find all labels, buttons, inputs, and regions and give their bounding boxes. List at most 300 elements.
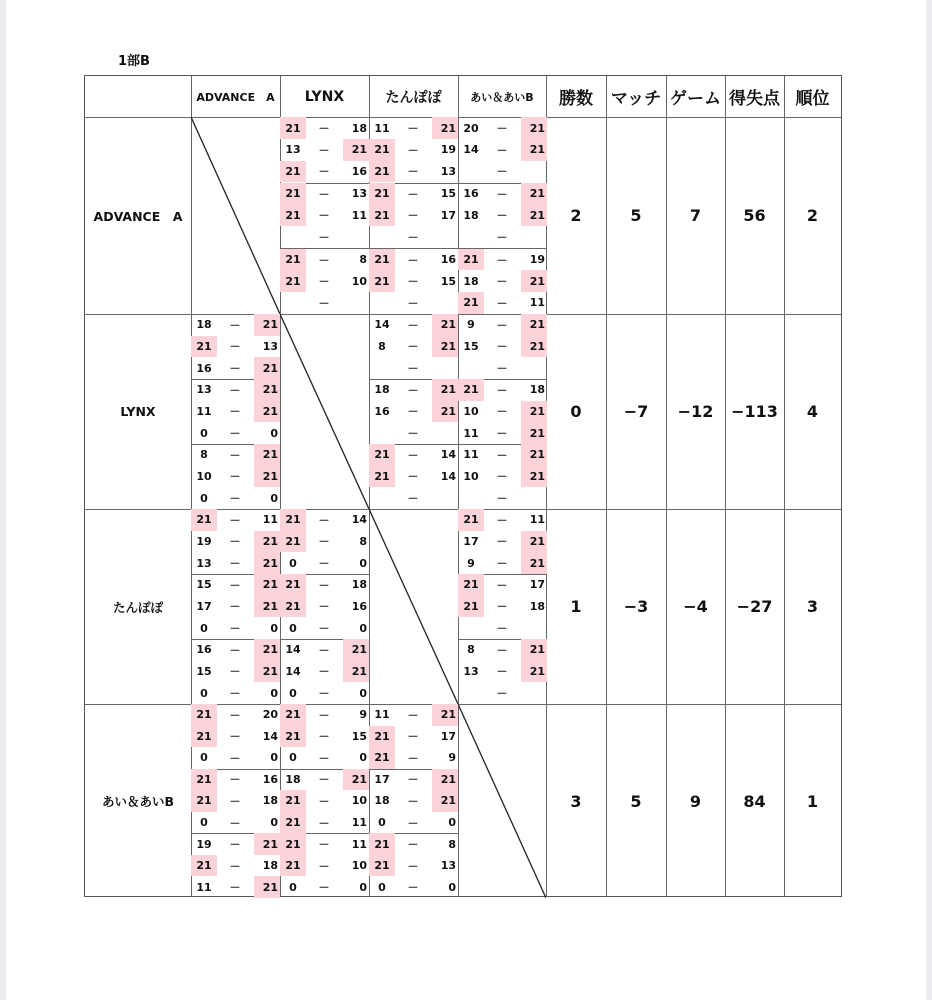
score-own — [369, 487, 395, 509]
game-score — [191, 704, 280, 726]
score-own: 19 — [196, 837, 212, 851]
score-dash: － — [318, 730, 330, 744]
score-opponent: 18 — [529, 383, 545, 397]
score-opponent: 21 — [521, 314, 547, 336]
score-dash: － — [318, 881, 330, 895]
score-opponent: 21 — [521, 401, 547, 423]
score-dash: － — [496, 492, 508, 506]
score-opponent: 21 — [432, 704, 458, 726]
score-opponent: 17 — [529, 578, 545, 592]
game-score — [369, 855, 458, 877]
score-own: 15 — [196, 578, 212, 592]
score-own: 21 — [280, 833, 306, 855]
game-score — [191, 639, 280, 661]
row-header-team: ADVANCE A — [93, 208, 183, 224]
score-own: 11 — [463, 426, 479, 440]
score-dash: － — [229, 751, 241, 765]
score-dash: － — [229, 816, 241, 830]
game-score — [191, 876, 280, 898]
score-dash: － — [496, 687, 508, 701]
score-opponent: 21 — [521, 661, 547, 683]
score-dash: － — [496, 209, 508, 223]
score-opponent — [432, 226, 458, 248]
score-own: 13 — [285, 143, 301, 157]
score-dash: － — [496, 318, 508, 332]
col-header-team-2: LYNX — [304, 88, 345, 105]
score-opponent: 0 — [270, 491, 278, 505]
game-score — [369, 205, 458, 227]
score-own: 10 — [196, 469, 212, 483]
score-dash: － — [318, 643, 330, 657]
game-score — [369, 466, 458, 488]
score-own: 21 — [280, 117, 306, 139]
score-dash: － — [407, 383, 419, 397]
score-dash: － — [407, 838, 419, 852]
match-cell — [191, 314, 280, 509]
score-dash: － — [318, 838, 330, 852]
score-own: 10 — [463, 404, 479, 418]
game-score — [191, 769, 280, 791]
score-own: 11 — [374, 121, 390, 135]
score-opponent: 18 — [529, 599, 545, 613]
score-own: 0 — [289, 621, 297, 635]
score-opponent — [432, 292, 458, 314]
game-score — [191, 812, 280, 834]
score-own: 8 — [200, 448, 208, 462]
score-opponent: 21 — [254, 574, 280, 596]
score-opponent: 21 — [432, 790, 458, 812]
score-own: 21 — [369, 139, 395, 161]
match-cell — [458, 314, 547, 509]
score-dash: － — [407, 794, 419, 808]
score-own — [369, 422, 395, 444]
score-dash: － — [229, 708, 241, 722]
score-opponent: 18 — [351, 578, 367, 592]
score-opponent: 21 — [343, 661, 369, 683]
game-score — [458, 444, 547, 466]
score-opponent: 21 — [432, 379, 458, 401]
score-opponent: 21 — [521, 422, 547, 444]
score-dash: － — [229, 665, 241, 679]
game-score — [280, 509, 369, 531]
score-dash: － — [407, 730, 419, 744]
score-dash: － — [496, 231, 508, 245]
score-own: 16 — [463, 187, 479, 201]
score-own — [458, 357, 484, 379]
score-own — [369, 292, 395, 314]
score-opponent: 21 — [521, 552, 547, 574]
score-dash: － — [318, 275, 330, 289]
game-score — [369, 183, 458, 205]
score-opponent: 21 — [521, 466, 547, 488]
score-opponent: 13 — [440, 859, 456, 873]
game-score — [280, 617, 369, 639]
game-score — [191, 509, 280, 531]
self-match-diagonal — [191, 117, 280, 314]
score-own: 21 — [191, 769, 217, 791]
game-score — [369, 444, 458, 466]
score-own: 18 — [374, 794, 390, 808]
game-score — [458, 552, 547, 574]
score-opponent — [521, 617, 547, 639]
game-score — [280, 292, 369, 314]
score-own — [458, 617, 484, 639]
stat-rank: 4 — [806, 402, 819, 421]
score-dash: － — [318, 122, 330, 136]
score-dash: － — [496, 665, 508, 679]
score-own: 21 — [369, 161, 395, 183]
score-opponent: 0 — [359, 621, 367, 635]
score-opponent: 20 — [262, 708, 278, 722]
score-dash: － — [318, 513, 330, 527]
game-score — [369, 422, 458, 444]
game-score — [369, 876, 458, 898]
score-own: 13 — [196, 556, 212, 570]
score-own: 15 — [463, 339, 479, 353]
score-opponent: 15 — [440, 187, 456, 201]
stat-rank: 1 — [806, 791, 819, 811]
game-score — [458, 639, 547, 661]
score-own: 21 — [280, 855, 306, 877]
score-dash: － — [318, 708, 330, 722]
game-score — [191, 531, 280, 553]
score-dash: － — [496, 362, 508, 376]
score-opponent: 0 — [270, 751, 278, 765]
score-dash: － — [229, 859, 241, 873]
game-score — [458, 336, 547, 358]
score-own: 21 — [280, 574, 306, 596]
score-own: 21 — [369, 183, 395, 205]
score-own: 21 — [369, 833, 395, 855]
score-own: 14 — [463, 143, 479, 157]
game-score — [191, 379, 280, 401]
stat-wins: 1 — [570, 597, 582, 616]
match-cell — [369, 704, 458, 898]
score-opponent — [432, 357, 458, 379]
stat-point-diff: 84 — [743, 791, 766, 811]
score-opponent: 21 — [432, 314, 458, 336]
game-score — [458, 183, 547, 205]
game-score — [191, 336, 280, 358]
score-own — [369, 357, 395, 379]
score-opponent: 14 — [440, 448, 456, 462]
score-dash: － — [496, 296, 508, 310]
game-score — [191, 401, 280, 423]
score-own: 0 — [200, 686, 208, 700]
game-score — [191, 357, 280, 379]
score-own: 21 — [280, 205, 306, 227]
score-dash: － — [496, 143, 508, 157]
game-score — [458, 682, 547, 704]
game-score — [369, 270, 458, 292]
game-score — [280, 552, 369, 574]
score-opponent: 13 — [440, 164, 456, 178]
score-dash: － — [229, 794, 241, 808]
stat-point-diff: −27 — [736, 597, 773, 616]
game-score — [280, 531, 369, 553]
score-opponent: 21 — [254, 876, 280, 898]
score-dash: － — [496, 253, 508, 267]
game-score — [458, 596, 547, 618]
score-own — [280, 292, 306, 314]
game-score — [191, 487, 280, 509]
game-score — [191, 833, 280, 855]
score-opponent: 0 — [359, 751, 367, 765]
page-edge-left — [0, 0, 6, 1000]
col-header-team-3: たんぽぽ — [385, 89, 442, 106]
game-score — [369, 336, 458, 358]
score-own: 0 — [378, 816, 386, 830]
score-dash: － — [229, 643, 241, 657]
score-dash: － — [318, 535, 330, 549]
game-score — [191, 726, 280, 748]
score-dash: － — [318, 253, 330, 267]
score-opponent: 19 — [440, 143, 456, 157]
score-opponent: 15 — [440, 274, 456, 288]
score-own: 0 — [200, 751, 208, 765]
score-own: 21 — [191, 509, 217, 531]
score-own: 0 — [289, 686, 297, 700]
score-opponent: 0 — [270, 621, 278, 635]
score-dash: － — [318, 187, 330, 201]
score-dash: － — [318, 165, 330, 179]
score-own — [280, 226, 306, 248]
game-score — [458, 574, 547, 596]
score-opponent: 11 — [351, 816, 367, 830]
score-dash: － — [318, 231, 330, 245]
game-score — [369, 292, 458, 314]
score-dash: － — [496, 643, 508, 657]
score-dash: － — [318, 794, 330, 808]
score-own: 21 — [280, 509, 306, 531]
game-score — [280, 183, 369, 205]
score-dash: － — [407, 859, 419, 873]
score-opponent: 15 — [351, 729, 367, 743]
score-dash: － — [407, 816, 419, 830]
score-own: 16 — [374, 404, 390, 418]
game-score — [458, 422, 547, 444]
score-opponent: 0 — [359, 556, 367, 570]
score-opponent: 9 — [359, 708, 367, 722]
stat-match-diff: 5 — [630, 791, 642, 811]
game-score — [458, 531, 547, 553]
game-score — [458, 314, 547, 336]
score-own: 21 — [458, 574, 484, 596]
score-dash: － — [407, 165, 419, 179]
score-own: 18 — [463, 274, 479, 288]
score-dash: － — [229, 687, 241, 701]
score-dash: － — [407, 253, 419, 267]
score-own: 20 — [463, 121, 479, 135]
score-own: 21 — [280, 726, 306, 748]
score-dash: － — [407, 340, 419, 354]
score-dash: － — [229, 405, 241, 419]
stat-wins: 2 — [570, 206, 582, 225]
game-score — [280, 270, 369, 292]
page-edge-right — [926, 0, 932, 1000]
game-score — [458, 161, 547, 183]
game-score — [458, 509, 547, 531]
score-dash: － — [496, 470, 508, 484]
score-opponent: 0 — [359, 880, 367, 894]
game-score — [280, 249, 369, 271]
score-dash: － — [229, 600, 241, 614]
score-own: 18 — [196, 318, 212, 332]
score-opponent: 21 — [343, 639, 369, 661]
game-score — [458, 292, 547, 314]
game-score — [280, 812, 369, 834]
score-own — [458, 682, 484, 704]
game-score — [191, 422, 280, 444]
score-own: 16 — [196, 643, 212, 657]
game-score — [280, 726, 369, 748]
score-opponent — [343, 292, 369, 314]
score-dash: － — [318, 665, 330, 679]
score-own: 21 — [280, 704, 306, 726]
game-score — [280, 790, 369, 812]
game-score — [458, 117, 547, 139]
score-opponent — [343, 226, 369, 248]
score-own: 21 — [280, 161, 306, 183]
match-cell — [369, 314, 458, 509]
game-score — [458, 661, 547, 683]
score-opponent: 21 — [521, 531, 547, 553]
score-opponent: 21 — [254, 357, 280, 379]
score-own: 21 — [369, 747, 395, 769]
score-own: 18 — [374, 383, 390, 397]
score-opponent: 8 — [359, 253, 367, 267]
score-own: 21 — [280, 790, 306, 812]
league-table — [84, 75, 842, 897]
score-own: 21 — [191, 855, 217, 877]
row-header-team: あい＆あいB — [101, 794, 175, 809]
score-opponent: 21 — [254, 444, 280, 466]
score-dash: － — [229, 622, 241, 636]
game-score — [280, 876, 369, 898]
score-opponent: 21 — [521, 336, 547, 358]
game-score — [191, 314, 280, 336]
score-opponent: 11 — [262, 513, 278, 527]
game-score — [191, 552, 280, 574]
score-own: 21 — [191, 790, 217, 812]
score-own: 11 — [374, 708, 390, 722]
game-score — [280, 117, 369, 139]
game-score — [458, 270, 547, 292]
score-opponent: 21 — [521, 270, 547, 292]
score-opponent — [432, 487, 458, 509]
match-cell — [280, 509, 369, 704]
score-opponent — [432, 422, 458, 444]
score-dash: － — [407, 470, 419, 484]
score-dash: － — [229, 838, 241, 852]
score-dash: － — [407, 187, 419, 201]
score-own — [458, 161, 484, 183]
game-score — [458, 379, 547, 401]
col-header-game-diff: ゲーム — [670, 89, 721, 109]
score-dash: － — [496, 600, 508, 614]
game-score — [369, 401, 458, 423]
col-header-team-1: ADVANCE A — [196, 90, 275, 104]
score-own: 10 — [463, 469, 479, 483]
score-own: 11 — [463, 448, 479, 462]
score-own: 21 — [369, 855, 395, 877]
score-dash: － — [496, 427, 508, 441]
score-dash: － — [318, 773, 330, 787]
score-dash: － — [229, 578, 241, 592]
game-score — [369, 833, 458, 855]
game-score — [191, 617, 280, 639]
score-opponent: 21 — [521, 444, 547, 466]
game-score — [191, 747, 280, 769]
stat-match-diff: −3 — [623, 597, 649, 616]
game-score — [280, 769, 369, 791]
score-own — [458, 487, 484, 509]
game-score — [280, 574, 369, 596]
score-dash: － — [229, 470, 241, 484]
score-opponent: 21 — [432, 401, 458, 423]
score-dash: － — [229, 881, 241, 895]
score-opponent: 19 — [529, 253, 545, 267]
score-opponent: 10 — [351, 859, 367, 873]
score-own: 18 — [463, 208, 479, 222]
score-dash: － — [407, 275, 419, 289]
score-own: 9 — [467, 556, 475, 570]
score-own: 21 — [280, 531, 306, 553]
game-score — [280, 747, 369, 769]
score-dash: － — [496, 122, 508, 136]
score-own: 21 — [458, 292, 484, 314]
game-score — [369, 379, 458, 401]
score-dash: － — [318, 600, 330, 614]
score-own: 0 — [289, 556, 297, 570]
score-opponent: 13 — [351, 187, 367, 201]
score-opponent: 21 — [254, 639, 280, 661]
score-dash: － — [318, 751, 330, 765]
score-dash: － — [229, 383, 241, 397]
score-opponent: 21 — [432, 336, 458, 358]
score-own: 13 — [196, 383, 212, 397]
game-score — [458, 617, 547, 639]
score-opponent: 11 — [351, 837, 367, 851]
col-header-team-4: あい＆あいB — [470, 90, 534, 104]
score-own: 17 — [374, 772, 390, 786]
game-score — [369, 704, 458, 726]
division-title: 1部B — [118, 54, 150, 69]
score-own: 21 — [369, 249, 395, 271]
match-cell — [280, 117, 369, 314]
score-dash: － — [407, 448, 419, 462]
score-opponent: 11 — [529, 513, 545, 527]
score-opponent: 0 — [448, 816, 456, 830]
score-dash: － — [318, 687, 330, 701]
score-opponent: 18 — [351, 121, 367, 135]
score-dash: － — [229, 362, 241, 376]
game-score — [458, 357, 547, 379]
game-score — [191, 661, 280, 683]
score-dash: － — [407, 318, 419, 332]
score-dash: － — [318, 143, 330, 157]
score-own: 21 — [191, 336, 217, 358]
game-score — [369, 226, 458, 248]
score-own: 9 — [467, 318, 475, 332]
score-own: 8 — [378, 339, 386, 353]
score-own: 14 — [285, 643, 301, 657]
game-score — [191, 596, 280, 618]
score-dash: － — [407, 296, 419, 310]
score-own: 21 — [280, 596, 306, 618]
game-score — [280, 161, 369, 183]
game-score — [280, 833, 369, 855]
